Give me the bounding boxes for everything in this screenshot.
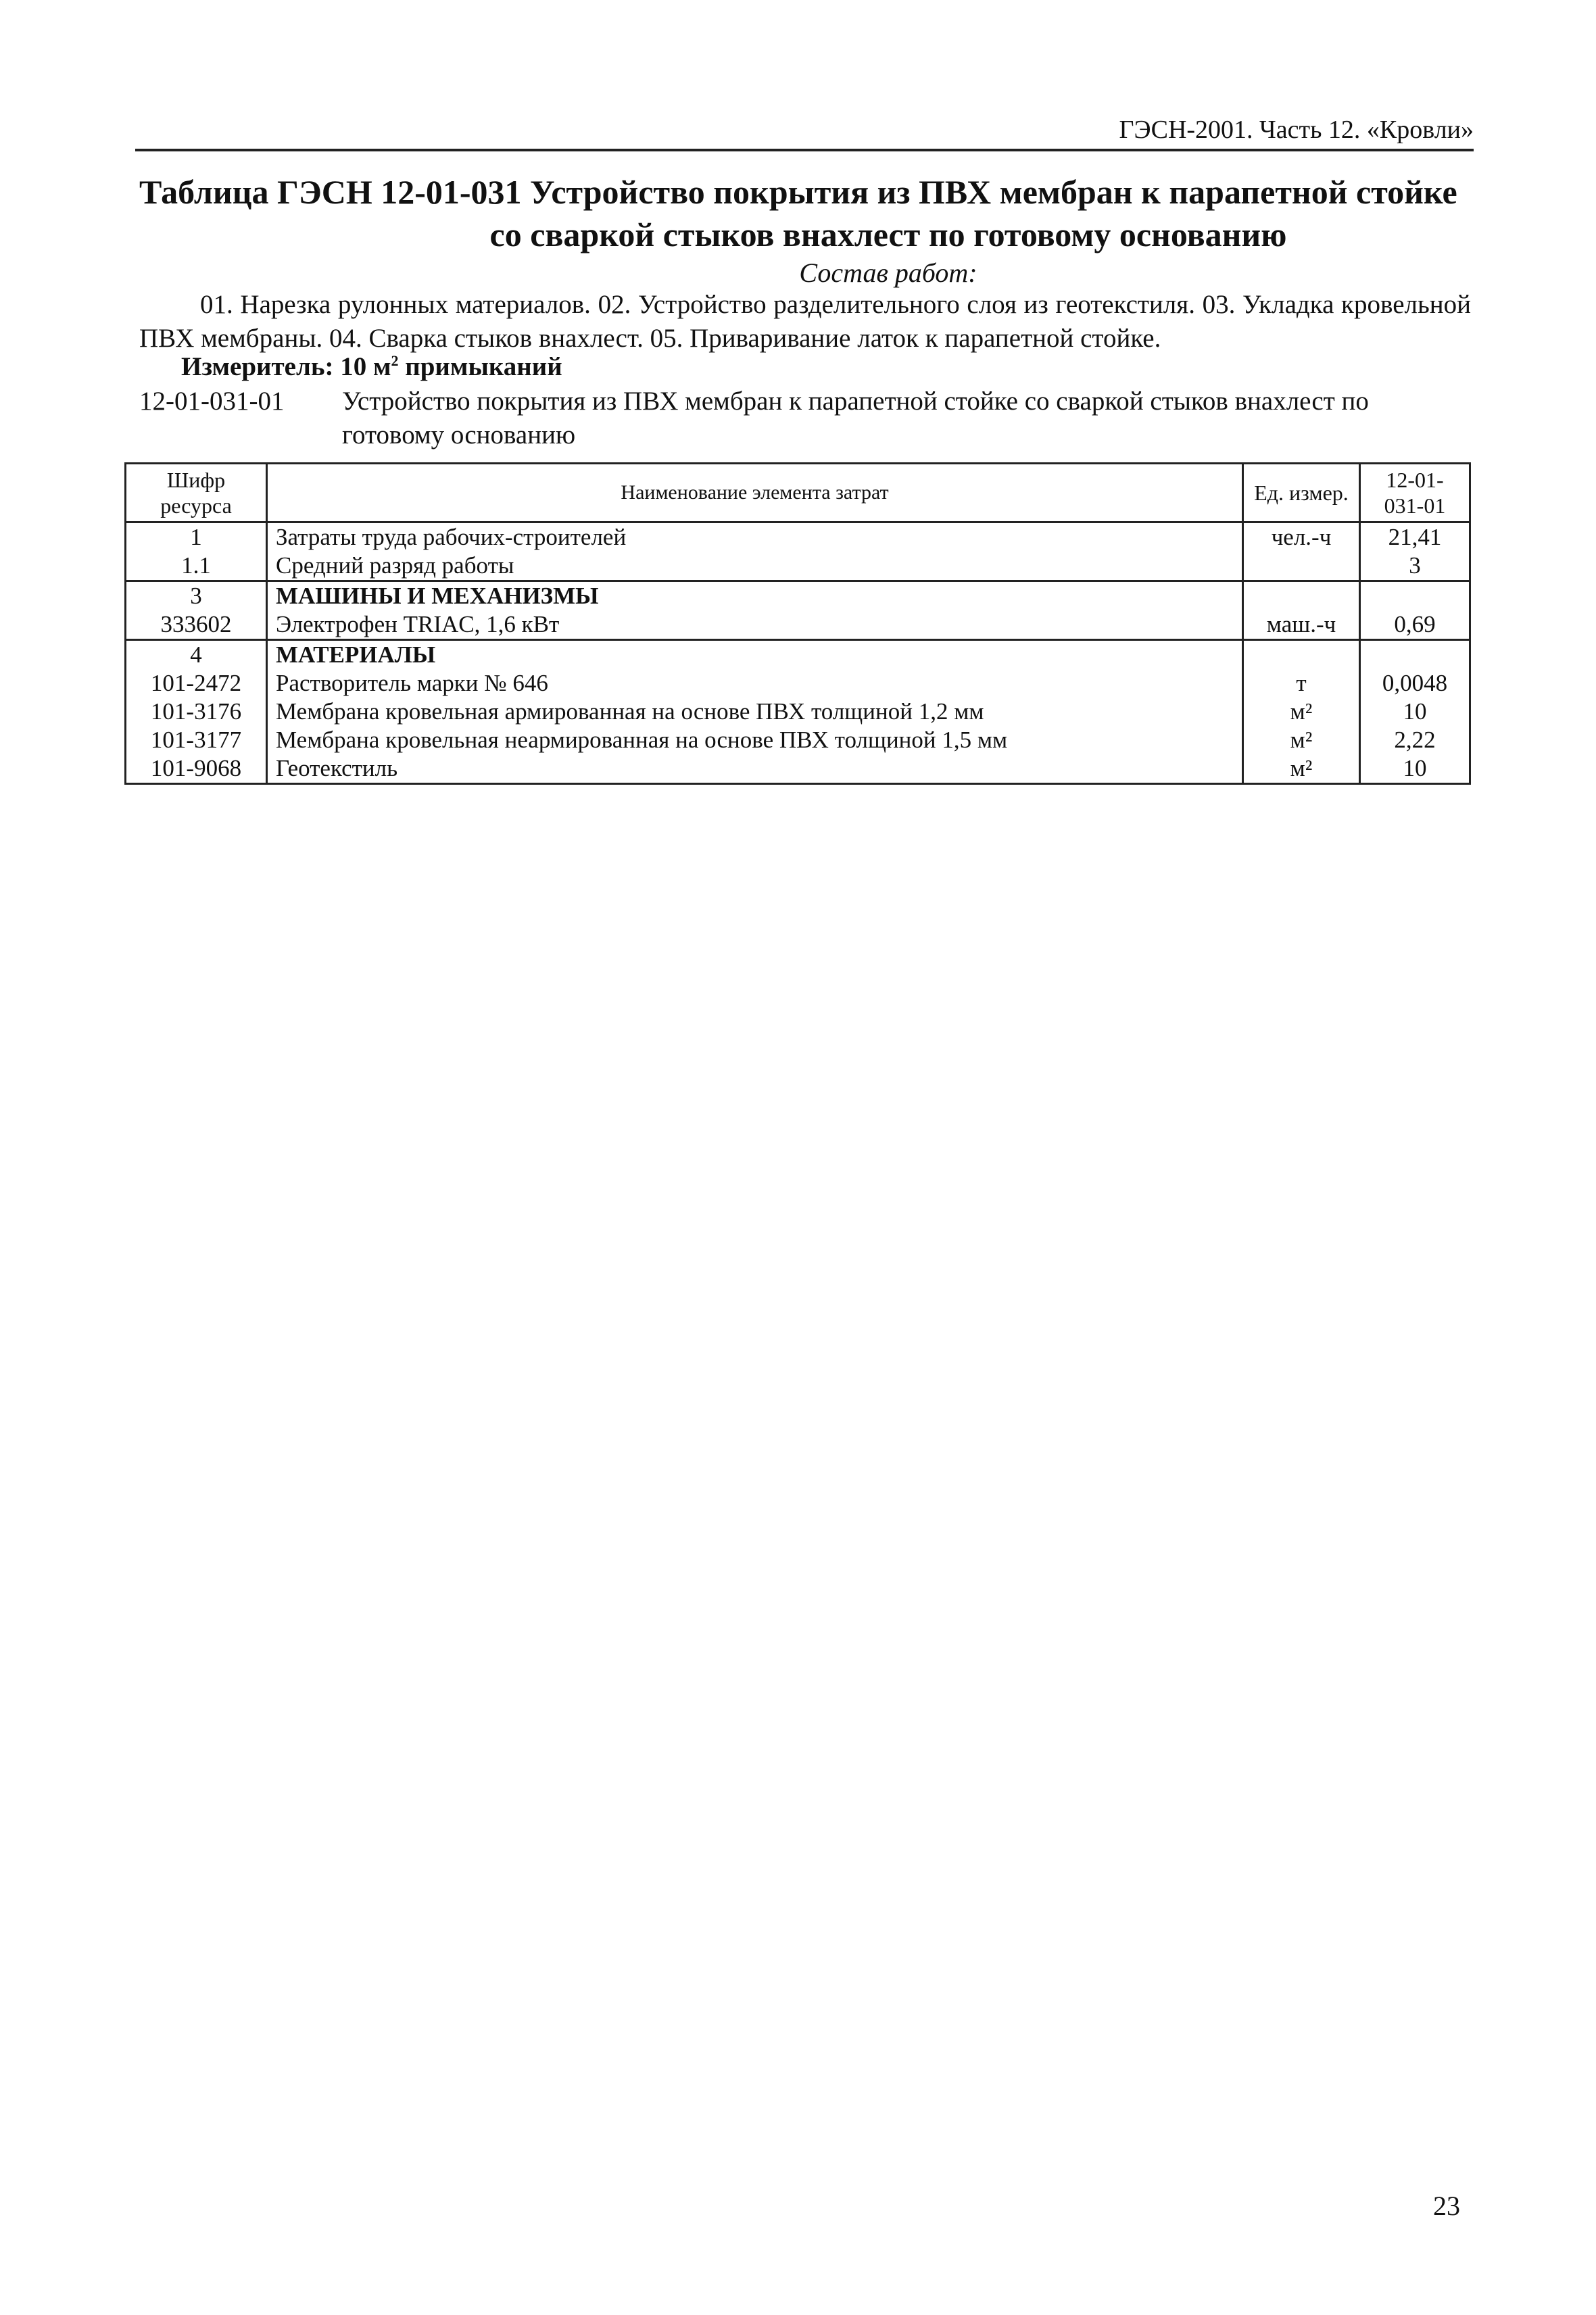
row-code: 1 [126,522,267,552]
row-code: 333602 [126,610,267,640]
item-description: Устройство покрытия из ПВХ мембран к парапетной стойке со сваркой стыков внахлест по готовому основанию [342,387,1369,449]
row-unit: м² [1243,754,1360,784]
page-number: 23 [1433,2191,1460,2221]
row-unit [1243,640,1360,670]
measure-suffix: примыканий [398,352,562,381]
row-code: 3 [126,581,267,611]
table-title-line-1: Таблица ГЭСН 12-01-031 Устройство покрытия из ПВХ мембран к парапетной стойке [139,173,1457,211]
row-value: 3 [1360,552,1470,581]
row-value: 2,22 [1360,726,1470,754]
row-code: 101-3177 [126,726,267,754]
work-composition-heading: Состав работ: [799,258,977,288]
table-row [126,669,1470,698]
row-name: МАТЕРИАЛЫ [267,640,1243,670]
row-code: 101-9068 [126,754,267,784]
table-header-row [126,464,1470,522]
row-code: 1.1 [126,552,267,581]
row-unit [1243,581,1360,611]
table-row [126,552,1470,581]
header-value: 12-01-031-01 [1360,464,1470,522]
table-row [126,754,1470,784]
row-value [1360,640,1470,670]
row-value: 0,69 [1360,610,1470,640]
row-code: 101-2472 [126,669,267,698]
row-value: 10 [1360,754,1470,784]
row-name: Электрофен TRIAC, 1,6 кВт [267,610,1243,640]
header-code: Шифр ресурса [126,464,267,522]
table-row [126,698,1470,726]
row-name: Мембрана кровельная армированная на основе ПВХ толщиной 1,2 мм [267,698,1243,726]
table-row [126,581,1470,611]
table-row [126,522,1470,552]
row-name: Средний разряд работы [267,552,1243,581]
work-composition-text: 01. Нарезка рулонных материалов. 02. Устройство разделительного слоя из геотекстиля. 03. Укладка кровельной ПВХ мембраны. 04. Сварка стыков внахлест. 05. Приваривание латок к парапетной стойке. [139,290,1471,353]
table-row [126,726,1470,754]
row-unit: маш.-ч [1243,610,1360,640]
row-code: 4 [126,640,267,670]
row-name: Затраты труда рабочих-строителей [267,522,1243,552]
item-code: 12-01-031-01 [139,387,285,416]
row-value: 21,41 [1360,522,1470,552]
row-unit: т [1243,669,1360,698]
cost-table [124,462,1471,785]
row-unit: м² [1243,726,1360,754]
measure-prefix: Измеритель: 10 м [181,352,391,381]
measure-sup: 2 [391,352,399,369]
row-name: Растворитель марки № 646 [267,669,1243,698]
row-name: Геотекстиль [267,754,1243,784]
row-unit: чел.-ч [1243,522,1360,552]
running-header [135,114,1474,151]
header-name: Наименование элемента затрат [267,464,1243,522]
measure-unit [181,351,562,382]
row-name: МАШИНЫ И МЕХАНИЗМЫ [267,581,1243,611]
row-name: Мембрана кровельная неармированная на основе ПВХ толщиной 1,5 мм [267,726,1243,754]
row-code: 101-3176 [126,698,267,726]
table-row [126,610,1470,640]
row-unit [1243,552,1360,581]
row-unit: м² [1243,698,1360,726]
header-unit: Ед. измер. [1243,464,1360,522]
running-header-text: ГЭСН-2001. Часть 12. «Кровли» [1119,116,1474,144]
table-title-line-2: со сваркой стыков внахлест по готовому основанию [489,216,1287,253]
row-value [1360,581,1470,611]
row-value: 0,0048 [1360,669,1470,698]
row-value: 10 [1360,698,1470,726]
table-row [126,640,1470,670]
